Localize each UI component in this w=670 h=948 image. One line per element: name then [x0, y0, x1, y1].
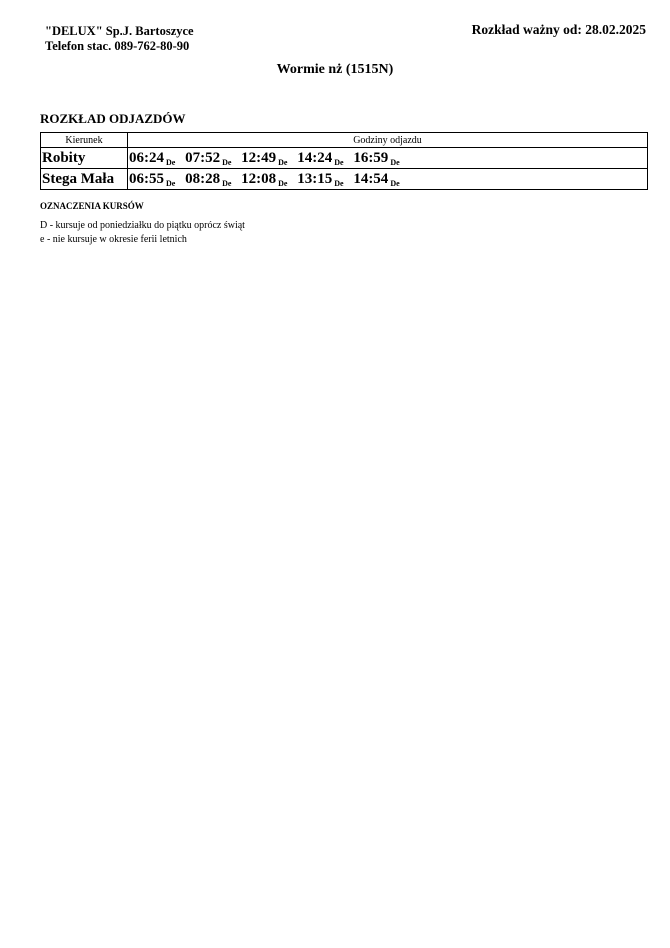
legend-item: e - nie kursuje w okresie ferii letnich	[40, 234, 187, 245]
departure-time: 07:52	[185, 149, 221, 166]
times-cell	[128, 148, 648, 169]
departure-mark: De	[390, 178, 400, 188]
departure-time: 06:24	[129, 149, 164, 166]
departure-mark: De	[278, 178, 288, 188]
direction-cell: Stega Mała	[41, 169, 128, 190]
departure	[185, 171, 231, 188]
company-info	[45, 24, 194, 54]
departure-time: 13:15	[297, 170, 333, 187]
departure	[297, 150, 343, 167]
departure-time: 08:28	[185, 170, 221, 187]
departure-time: 14:24	[297, 149, 333, 166]
times-cell	[128, 169, 648, 190]
departure	[297, 171, 343, 188]
departure-mark: De	[334, 157, 344, 167]
departure-mark: De	[222, 178, 232, 188]
table-row	[41, 169, 648, 190]
direction-cell: Robity	[41, 148, 128, 169]
legend	[40, 219, 245, 247]
departure	[353, 171, 399, 188]
valid-from: Rozkład ważny od: 28.02.2025	[471, 22, 646, 37]
departure-mark: De	[334, 178, 344, 188]
direction-header: Kierunek	[41, 133, 128, 148]
departure-mark: De	[278, 157, 288, 167]
departure-mark: De	[390, 157, 400, 167]
departure	[353, 150, 399, 167]
section-title: ROZKŁAD ODJAZDÓW	[40, 111, 186, 126]
legend-title: OZNACZENIA KURSÓW	[40, 201, 144, 211]
departure	[185, 150, 231, 167]
company-name: "DELUX" Sp.J. Bartoszyce	[45, 24, 194, 38]
timetable-header-row	[41, 133, 648, 148]
departure-mark: De	[166, 178, 176, 188]
departure	[129, 150, 175, 167]
table-row	[41, 148, 648, 169]
departure	[241, 171, 287, 188]
departure	[129, 171, 175, 188]
company-phone: Telefon stac. 089-762-80-90	[45, 39, 190, 53]
times-header: Godziny odjazdu	[128, 133, 648, 148]
departure-mark: De	[222, 157, 232, 167]
departure-mark: De	[166, 157, 176, 167]
departure-time: 16:59	[353, 149, 389, 166]
timetable	[40, 132, 648, 190]
legend-item: D - kursuje od poniedziałku do piątku oprócz świąt	[40, 220, 245, 231]
departure-time: 12:08	[241, 170, 277, 187]
departure-time: 14:54	[353, 170, 389, 187]
departure-time: 12:49	[241, 149, 277, 166]
stop-title: Wormie nż (1515N)	[276, 62, 394, 77]
departure	[241, 150, 287, 167]
departure-time: 06:55	[129, 170, 164, 187]
